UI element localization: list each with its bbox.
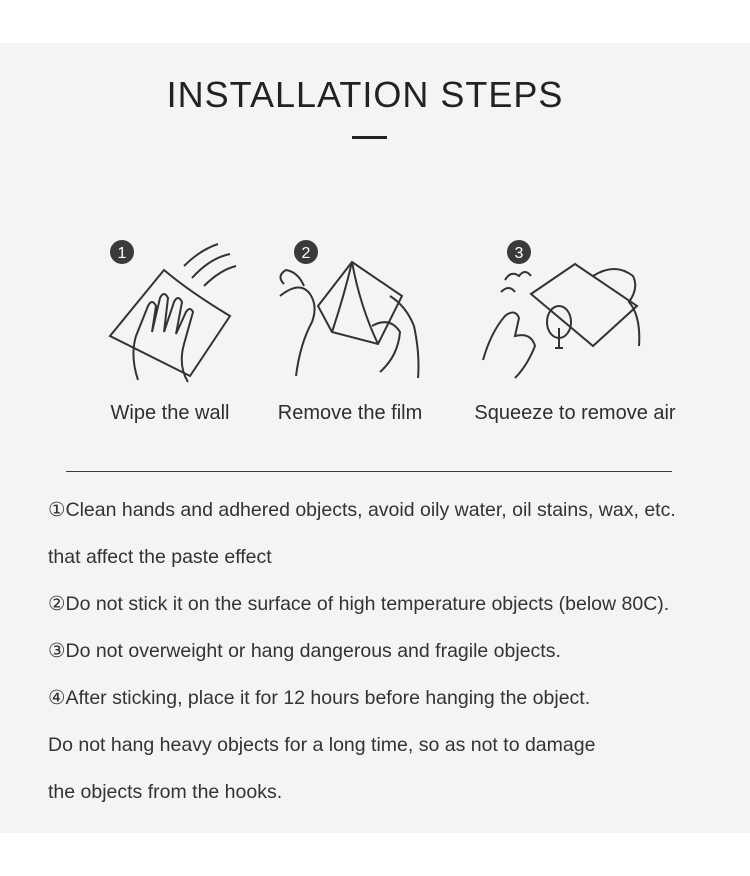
installation-panel [0, 43, 750, 833]
step-caption: Remove the film [277, 402, 423, 424]
installation-notes [48, 495, 738, 824]
note-line: ③Do not overweight or hang dangerous and fragile objects. [48, 640, 561, 662]
remove-film-icon [240, 236, 460, 396]
note-line: ②Do not stick it on the surface of high temperature objects (below 80C). [48, 593, 670, 615]
note-line: the objects from the hooks. [48, 781, 283, 803]
squeeze-air-icon [465, 236, 685, 396]
note-line: that affect the paste effect [48, 546, 272, 568]
note-line: Do not hang heavy objects for a long time, so as not to damage [48, 734, 596, 756]
step-number: 2 [301, 245, 311, 262]
note-line: ①Clean hands and adhered objects, avoid oily water, oil stains, wax, etc. [48, 499, 676, 521]
step-number: 3 [514, 245, 524, 262]
section-divider [66, 471, 672, 472]
title-underline [352, 136, 387, 139]
page-title: INSTALLATION STEPS [166, 74, 564, 115]
note-line: ④After sticking, place it for 12 hours before hanging the object. [48, 687, 591, 709]
step-3 [465, 236, 685, 426]
step-2 [240, 236, 460, 426]
step-caption: Squeeze to remove air [474, 402, 676, 424]
step-number: 1 [117, 245, 127, 262]
step-caption: Wipe the wall [110, 402, 230, 424]
